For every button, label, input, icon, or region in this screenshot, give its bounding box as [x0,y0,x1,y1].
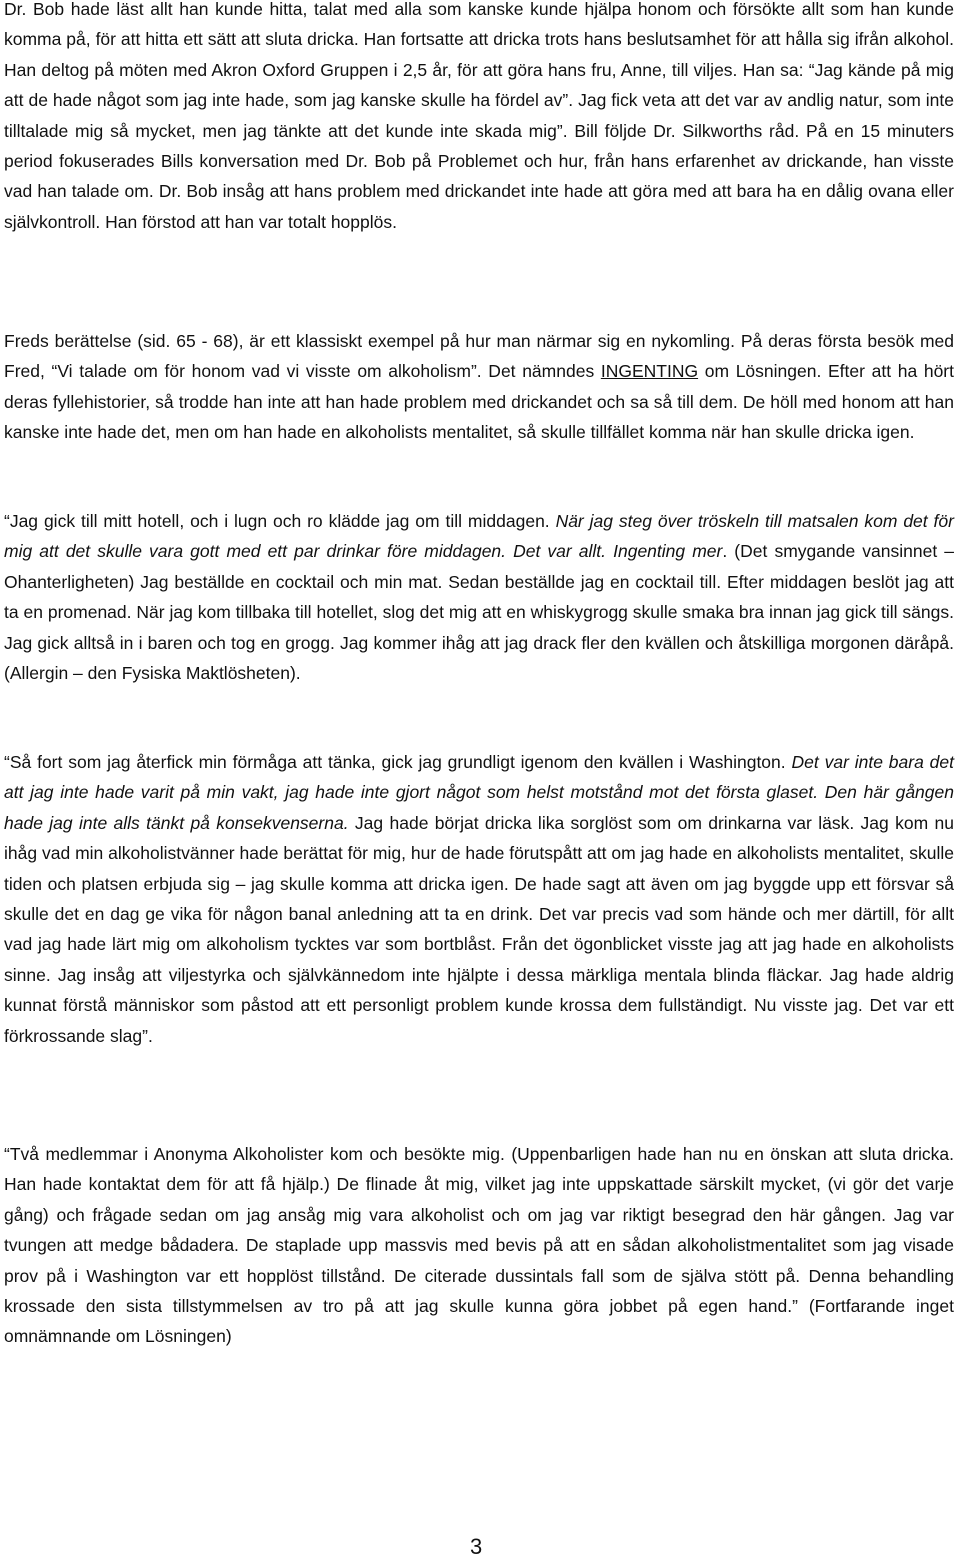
paragraph-two-members [4,1139,954,1352]
paragraph-washington [4,747,954,1051]
italic-passage: Det var inte bara det att jag inte hade varit på min vakt, jag hade inte gjort något som helst motstånd mot det första glaset. Den här gången hade jag inte alls tänkt på konsekvenserna. [4,752,955,833]
paragraph-fred [4,326,954,448]
paragraph-text: “Två medlemmar i Anonyma Alkoholister kom och besökte mig. (Uppenbarligen hade han nu en önskan att sluta dricka. Han hade kontaktat dem för att få hjälp.) De flinade åt mig, vilket jag inte uppskattade särskilt mycket, (vi gör det varje gång) och frågade sedan om jag ansåg mig vara alkoholist och om jag var riktigt besegrad den här gången. Jag var tvungen att medge bådadera. De staplade upp massvis med bevis på att en sådan alkoholistmentalitet som jag visade prov på i Washington var ett hopplöst tillstånd. De citerade dussintals fall som de själva stött på. Denna behandling krossade den sista tillstymmelsen av tro på att jag skulle kunna göra jobbet på egen hand.” (Fortfarande inget omnämnande om Lösningen) [4,1144,954,1347]
paragraph-hotel [4,506,954,688]
paragraph-text: . (Det smygande vansinnet – Ohanterligheten) Jag beställde en cocktail och min mat. Sedan beställde jag en cocktail till. Efter middagen beslöt jag att ta en promenad. När jag kom tillbaka till hotellet, slog det mig att en whiskygrogg skulle smaka bra innan jag gick till sängs. Jag gick alltså in i baren och tog en grogg. Jag kommer ihåg att jag drack fler den kvällen och åtskilliga morgonen däråpå. (Allergin – den Fysiska Maktlösheten). [4,541,954,684]
paragraph-dr-bob [4,0,954,237]
underlined-word: INGENTING [600,361,699,382]
paragraph-text: Dr. Bob hade läst allt han kunde hitta, talat med alla som kanske kunde hjälpa honom och försökte allt som han kunde komma på, för att hitta ett sätt att sluta dricka. Han fortsatte att dricka trots hans beslutsamhet för att hålla sig ifrån alkohol. Han deltog på möten med Akron Oxford Gruppen i 2,5 år, för att göra hans fru, Anne, till viljes. Han sa: “Jag kände på mig att de hade något som jag inte hade, som jag kanske skulle ha fördel av”. Jag fick veta att det var av andlig natur, som inte tilltalade mig så mycket, men jag tänkte att det kunde inte skada mig”. Bill följde Dr. Silkworths råd. På en 15 minuters period fokuserades Bills konversation med Dr. Bob på Problemet och hur, från hans erfarenhet av drickande, han visste vad han talade om. Dr. Bob insåg att hans problem med drickandet inte hade att göra med att bara ha en dålig ovana eller självkontroll. Han förstod att han var totalt hopplös. [4,0,954,232]
paragraph-text: Jag hade börjat dricka lika sorglöst som om drinkarna var läsk. Jag kom nu ihåg vad min alkoholistvänner hade berättat för mig, hur de hade förutspått att om jag hade en alkoholists mentalitet, skulle tiden och platsen erbjuda sig – jag skulle komma att dricka igen. De hade sagt att även om jag byggde upp ett försvar så skulle det en dag ge vika för någon banal anledning att ta en drink. Det var precis vad som hände och mer därtill, för allt vad jag hade lärt mig om alkoholism tycktes var som bortblåst. Från det ögonblicket visste jag att jag hade en alkoholists sinne. Jag insåg att viljestyrka och självkännedom inte hjälpte i dessa märkliga mentala blinda fläckar. Jag hade aldrig kunnat förstå människor som påstod att ett personligt problem kunde krossa dem fullständigt. Nu visste jag. Det var ett förkrossande slag”. [4,812,954,1046]
paragraph-text: “Så fort som jag återfick min förmåga att tänka, gick jag grundligt igenom den kvällen i Washington. [4,752,792,772]
paragraph-text: “Jag gick till mitt hotell, och i lugn och ro klädde jag om till middagen. [4,511,556,531]
italic-passage: När jag steg över tröskeln till matsalen kom det för mig att det skulle vara gott med ett par drinkar före middagen. Det var allt. Ingenting mer [4,511,954,562]
paragraph-text: Freds berättelse (sid. 65 - 68), är ett klassiskt exempel på hur man närmar sig en nykomling. På deras första besök med Fred, “Vi talade om för honom vad vi visste om alkoholism”. Det nämndes [4,331,954,382]
page-number: 3 [470,1534,483,1559]
paragraph-text: om Lösningen. Efter att ha hört deras fyllehistorier, så trodde han inte att han hade problem med drickandet och sa så till dem. De höll med honom att han kanske inte hade det, men om han hade en alkoholists mentalitet, så skulle tillfället komma när han skulle dricka igen. [4,361,954,443]
